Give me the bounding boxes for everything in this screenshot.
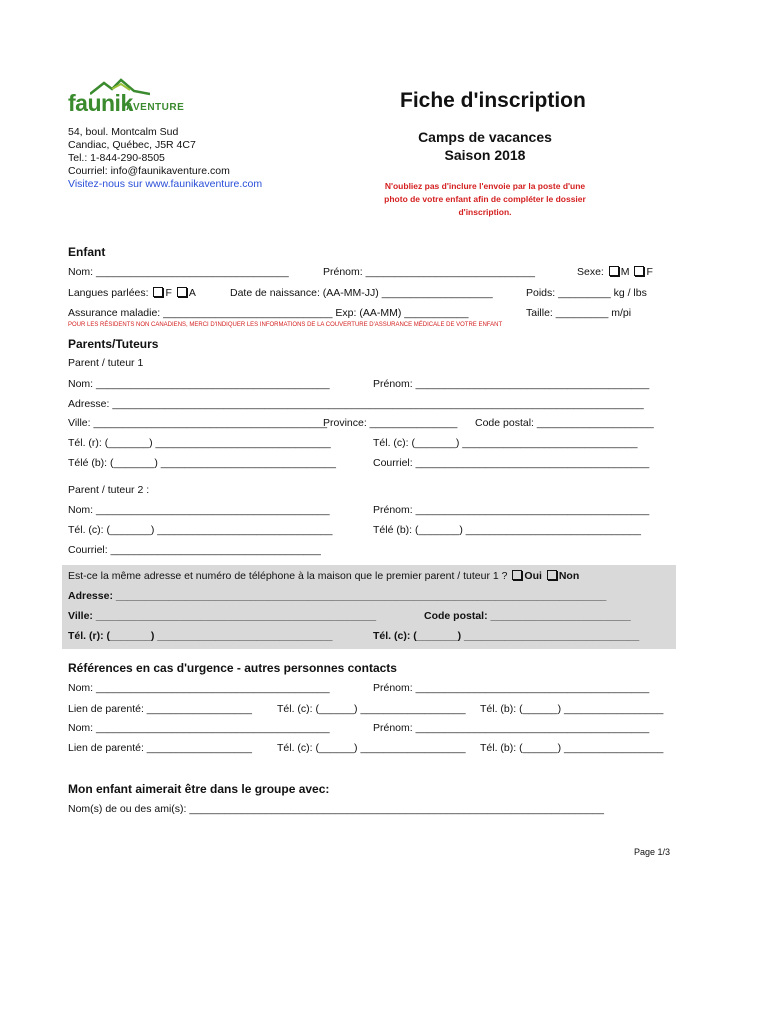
ref2-nom-field[interactable]: Nom: ________________________________________ <box>68 722 330 734</box>
p1-tele-b-field[interactable]: Télé (b): (_______) ______________________________ <box>68 457 336 469</box>
oui-checkbox[interactable] <box>512 570 522 580</box>
p2-tel-r-field[interactable]: Tél. (r): (_______) ______________________________ <box>68 630 333 642</box>
page-number: Page 1/3 <box>634 847 671 857</box>
same-address-question: Est-ce la même adresse et numéro de téléphone à la maison que le premier parent / tuteur 1 ? <box>68 570 508 582</box>
enfant-prenom-field[interactable]: Prénom: _____________________________ <box>323 266 535 278</box>
assurance-field[interactable]: Assurance maladie: _____________________________ Exp: (AA-MM) ___________ <box>68 307 469 319</box>
parent1-label: Parent / tuteur 1 <box>68 357 144 369</box>
p1-prenom-field[interactable]: Prénom: ________________________________________ <box>373 378 650 390</box>
page-title: Fiche d'inscription <box>400 89 586 112</box>
ref1-lien-field[interactable]: Lien de parenté: __________________ <box>68 703 252 715</box>
company-address <box>68 126 262 191</box>
address-line: Candiac, Québec, J5R 4C7 <box>68 139 196 151</box>
p2-nom-field[interactable]: Nom: ________________________________________ <box>68 504 330 516</box>
subtitle-season: Saison 2018 <box>444 147 526 163</box>
insurance-note: POUR LES RÉSIDENTS NON CANADIENS, MERCI D'INDIQUER LES INFORMATIONS DE LA COUVERTURE D'ASSURANCE MÉDICALE DE VOTRE ENFANT <box>68 322 503 328</box>
sexe-label: Sexe: <box>577 266 604 278</box>
p1-tel-c-field[interactable]: Tél. (c): (_______) ______________________________ <box>373 437 638 449</box>
p1-nom-field[interactable]: Nom: ________________________________________ <box>68 378 330 390</box>
subtitle-camps: Camps de vacances <box>418 129 552 145</box>
address-line: 54, boul. Montcalm Sud <box>68 126 179 138</box>
ref2-tel-c-field[interactable]: Tél. (c): (______) __________________ <box>277 742 466 754</box>
logo-sub: AVENTURE <box>126 102 185 113</box>
taille-field[interactable]: Taille: _________ m/pi <box>526 307 632 319</box>
ref1-tel-b-field[interactable]: Tél. (b): (______) _________________ <box>480 703 664 715</box>
naissance-field[interactable]: Date de naissance: (AA-MM-JJ) ___________________ <box>230 287 493 299</box>
p2-courriel-field[interactable]: Courriel: ____________________________________ <box>68 544 321 556</box>
p1-courriel-field[interactable]: Courriel: ________________________________________ <box>373 457 650 469</box>
ref2-prenom-field[interactable]: Prénom: ________________________________________ <box>373 722 650 734</box>
langues-group <box>68 287 196 299</box>
p1-ville-field[interactable]: Ville: ________________________________________ <box>68 417 328 429</box>
p1-code-field[interactable]: Code postal: ____________________ <box>475 417 654 429</box>
section-parents: Parents/Tuteurs <box>68 337 159 351</box>
section-groupe: Mon enfant aimerait être dans le groupe avec: <box>68 782 330 796</box>
sexe-group <box>577 266 653 278</box>
poids-field[interactable]: Poids: _________ kg / lbs <box>526 287 647 299</box>
langues-label: Langues parlées: <box>68 287 149 299</box>
amis-field[interactable]: Nom(s) de ou des ami(s): _______________________________________________________________________ <box>68 803 604 815</box>
p1-province-field[interactable]: Province: _______________ <box>323 417 458 429</box>
lang-a-label: A <box>188 287 196 299</box>
p2-tel-c-home-field[interactable]: Tél. (c): (_______) ______________________________ <box>373 630 640 642</box>
address-line: Courriel: info@faunikaventure.com <box>68 165 230 177</box>
section-references: Références en cas d'urgence - autres personnes contacts <box>68 661 397 675</box>
lang-f-checkbox[interactable] <box>153 287 163 297</box>
p2-tele-b-field[interactable]: Télé (b): (_______) ______________________________ <box>373 524 641 536</box>
parent2-label: Parent / tuteur 2 : <box>68 484 150 496</box>
sexe-m-checkbox[interactable] <box>609 266 619 276</box>
sexe-f-label: F <box>646 266 653 278</box>
website-link[interactable]: Visitez-nous sur www.faunikaventure.com <box>68 178 263 190</box>
logo-word: faunik <box>68 90 133 116</box>
p2-adresse-field[interactable]: Adresse: ____________________________________________________________________________________ <box>68 590 607 602</box>
section-enfant: Enfant <box>68 245 106 259</box>
ref1-tel-c-field[interactable]: Tél. (c): (______) __________________ <box>277 703 466 715</box>
non-label: Non <box>558 570 580 582</box>
sexe-m-label: M <box>620 266 630 278</box>
address-line: Tel.: 1-844-290-8505 <box>68 152 165 164</box>
company-logo <box>68 78 218 120</box>
p2-prenom-field[interactable]: Prénom: ________________________________________ <box>373 504 650 516</box>
ref1-nom-field[interactable]: Nom: ________________________________________ <box>68 682 330 694</box>
ref2-lien-field[interactable]: Lien de parenté: __________________ <box>68 742 252 754</box>
oui-label: Oui <box>524 570 542 582</box>
lang-f-label: F <box>165 287 172 299</box>
same-address-question-row <box>68 570 579 582</box>
notice-line: N'oubliez pas d'inclure l'envoie par la poste d'une <box>384 181 586 191</box>
p1-adresse-field[interactable]: Adresse: ___________________________________________________________________________________________ <box>68 398 644 410</box>
p2-code-field[interactable]: Code postal: ________________________ <box>424 610 631 622</box>
non-checkbox[interactable] <box>547 570 557 580</box>
photo-notice <box>355 180 615 219</box>
lang-a-checkbox[interactable] <box>177 287 187 297</box>
sexe-f-checkbox[interactable] <box>634 266 644 276</box>
p2-ville-field[interactable]: Ville: ________________________________________________ <box>68 610 377 622</box>
notice-line: photo de votre enfant afin de compléter le dossier <box>384 194 586 204</box>
ref1-prenom-field[interactable]: Prénom: ________________________________________ <box>373 682 650 694</box>
p1-tel-r-field[interactable]: Tél. (r): (_______) ______________________________ <box>68 437 331 449</box>
ref2-tel-b-field[interactable]: Tél. (b): (______) _________________ <box>480 742 664 754</box>
notice-line: d'inscription. <box>458 207 512 217</box>
p2-tel-c-field[interactable]: Tél. (c): (_______) ______________________________ <box>68 524 333 536</box>
enfant-nom-field[interactable]: Nom: _________________________________ <box>68 266 289 278</box>
